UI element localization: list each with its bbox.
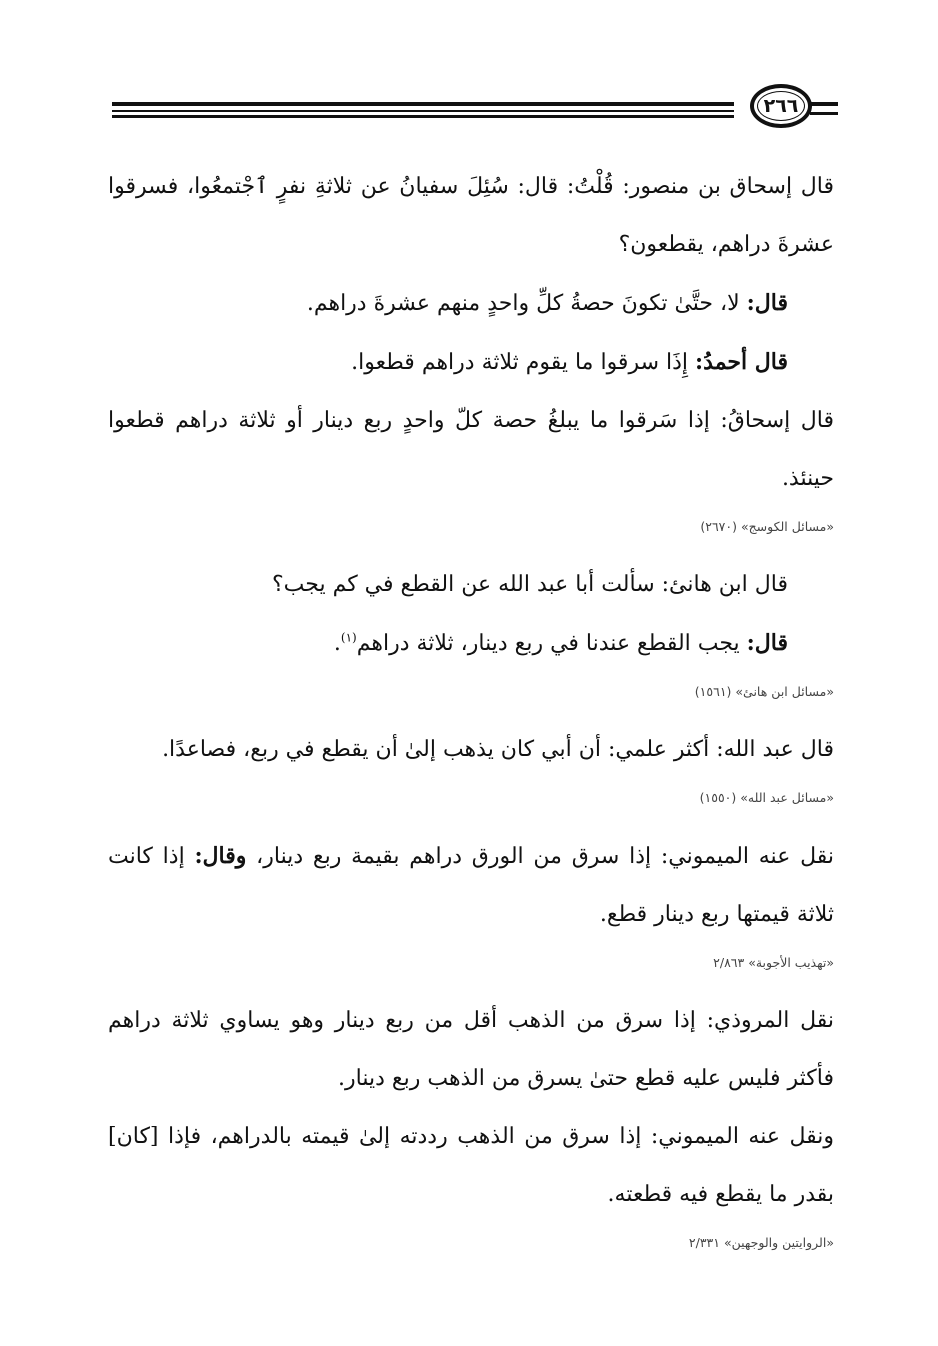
source-citation-3: «مسائل عبد الله» (١٥٥٠) [699,790,834,805]
header-rule-bottom [112,115,734,118]
paragraph-8-end: إذا كانت ثلاثة قيمتها ربع دينار قطع. [108,844,834,927]
paragraph-8-text: نقل عنه الميموني: إذا سرق من الورق دراهم بقيمة ربع دينار، [246,844,834,869]
paragraph-4: قال إسحاقُ: إذا سَرقوا ما يبلغُ حصة كلّ واحدٍ ربع دينار أو ثلاثة دراهم قطعوا حينئذ. [108,408,834,491]
source-citation-2: «مسائل ابن هانئ» (١٥٦١) [694,684,834,699]
page-number-inner-ring [757,91,805,121]
paragraph-7: قال عبد الله: أكثر علمي: أن أبي كان يذهب إلىٰ أن يقطع في ربع، فصاعدًا. [162,737,834,762]
footnote-marker: (١) [340,630,357,645]
paragraph-10: ونقل عنه الميموني: إذا سرق من الذهب رددته إلىٰ قيمته بالدراهم، فإذا [كان] بقدر ما يقطع فيه قطعته. [108,1124,834,1207]
header-rule-thin [112,110,734,112]
source-citation-5: «الروايتين والوجهين» ٢/٣٣١ [688,1235,834,1250]
paragraph-2 [108,274,834,333]
source-citation-1: «مسائل الكوسج» (٢٦٧٠) [700,519,834,534]
paragraph-2-text: لا، حتَّىٰ تكونَ حصةُ كلِّ واحدٍ منهم عشرةَ دراهم. [306,291,747,316]
speaker-label: قال أحمدُ: [695,349,788,375]
paragraph-1: قال إسحاق بن منصور: قُلْتُ: قال: سُئِلَ سفيانُ عن ثلاثةِ نفرٍ ٱجْتمعُوا، فسرقوا عشرةَ دراهم، يقطعون؟ [108,174,834,257]
paragraph-3-text: إِذَا سرقوا ما يقوم ثلاثة دراهم قطعوا. [351,350,696,375]
source-citation-4: «تهذيب الأجوبة» ٢/٨٦٣ [713,955,834,970]
paragraph-3 [108,333,834,392]
paragraph-6-end: . [333,631,341,656]
page-body [108,158,834,1272]
page-number: ٢٦٦ [763,95,799,117]
speaker-label: قال: [746,630,788,656]
paragraph-9: نقل المروذي: إذا سرق من الذهب أقل من ربع دينار وهو يساوي ثلاثة دراهم فأكثر فليس عليه قطع حتىٰ يسرق من الذهب ربع دينار. [108,1008,834,1091]
page-number-badge [750,84,812,128]
paragraph-6 [108,614,834,673]
speaker-label: وقال: [194,843,247,869]
paragraph-8 [108,827,834,944]
paragraph-5: قال ابن هانئ: سألت أبا عبد الله عن القطع في كم يجب؟ [271,572,788,597]
paragraph-6-text: يجب القطع عندنا في ربع دينار، ثلاثة دراهم [356,631,747,656]
header-rule-thick [112,102,734,106]
header-stub-top [810,102,838,106]
speaker-label: قال: [746,290,788,316]
page-header [112,84,838,134]
header-stub-bottom [810,112,838,115]
